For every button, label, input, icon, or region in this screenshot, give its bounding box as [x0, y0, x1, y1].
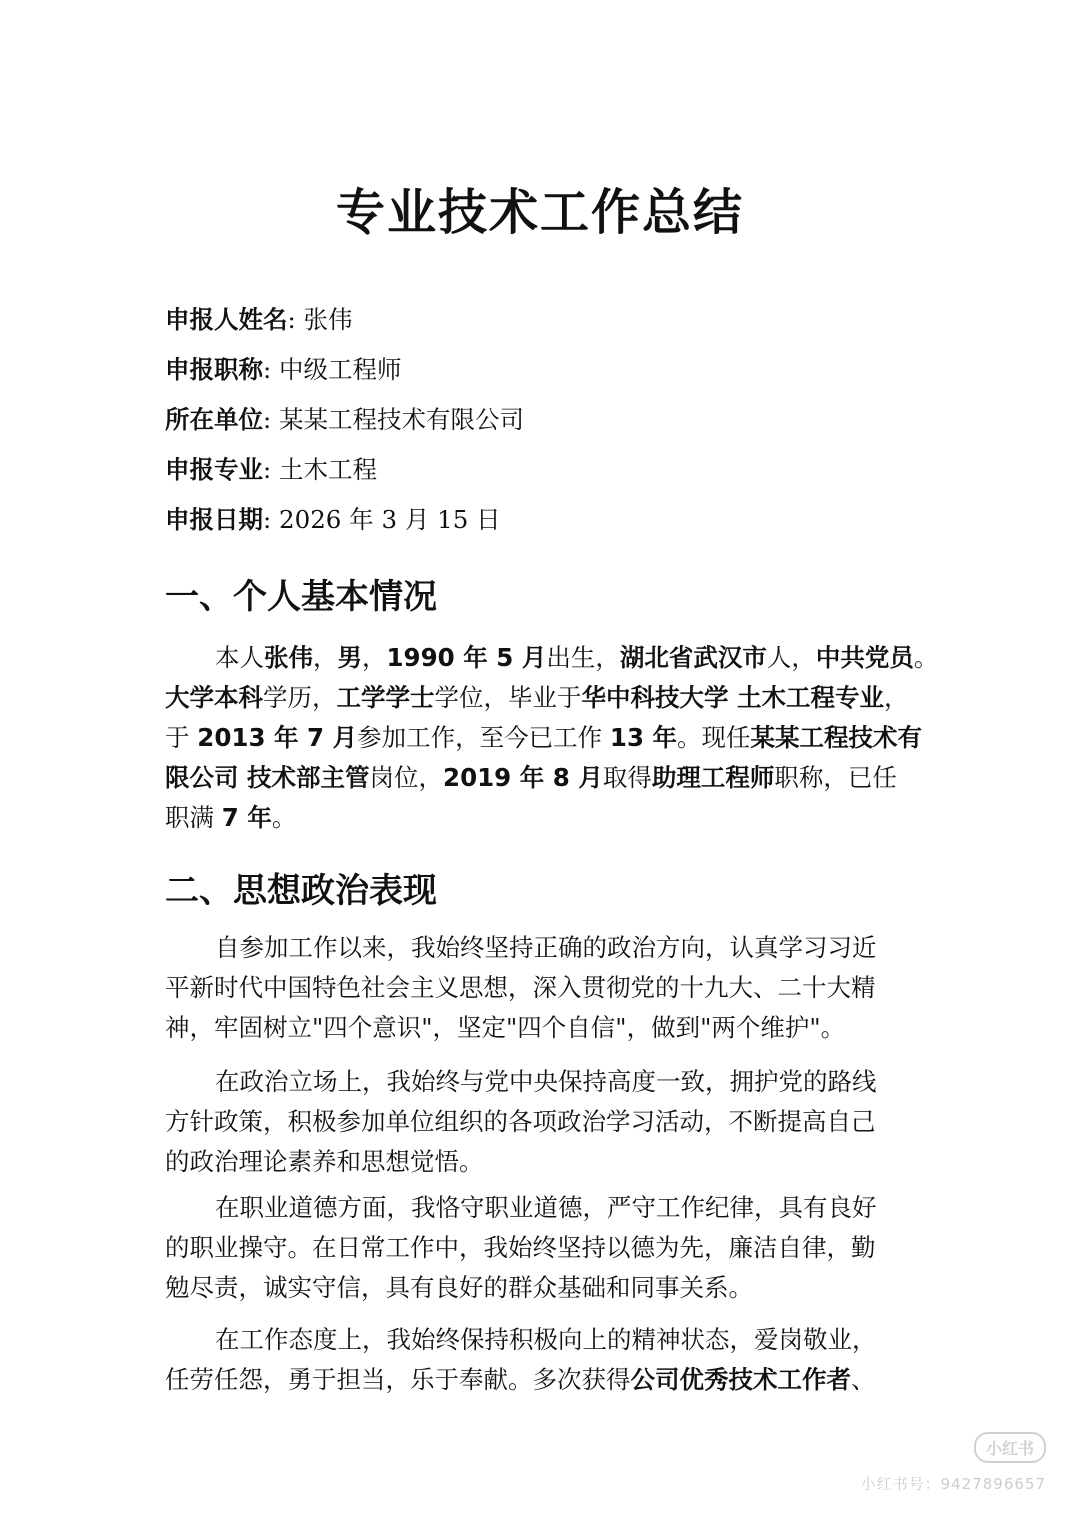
info-label: 所在单位	[165, 405, 263, 434]
bold-text: 2013 年 7 月	[197, 723, 358, 752]
info-separator: :	[263, 355, 280, 384]
text-run: 职称，已任	[774, 763, 897, 792]
info-separator: :	[263, 405, 280, 434]
bold-text: 限公司 技术部主管	[165, 763, 370, 792]
text-run: 。现任	[677, 723, 751, 752]
paragraph-line	[165, 678, 917, 718]
watermark	[861, 1432, 1046, 1494]
info-value: 土木工程	[279, 455, 378, 484]
text-run: 。	[913, 643, 939, 672]
paragraph-line	[165, 1360, 917, 1400]
paragraph-line	[165, 928, 917, 968]
paragraph-line	[165, 1102, 917, 1142]
info-applicant-name	[165, 302, 925, 338]
text-run: 本人	[215, 643, 264, 672]
text-run: 在职业道德方面，我恪守职业道德，严守工作纪律，具有良好	[215, 1193, 877, 1222]
info-specialty	[165, 452, 925, 488]
text-run: 职满	[165, 803, 222, 832]
bold-text: 中共党员	[815, 643, 914, 672]
watermark-logo: 小红书	[974, 1432, 1046, 1463]
bold-text: 助理工程师	[651, 763, 775, 792]
info-label: 申报人姓名	[165, 305, 288, 334]
text-run: 任劳任怨，勇于担当，乐于奉献。多次获得	[165, 1365, 631, 1394]
section2-paragraph-2	[165, 1062, 917, 1182]
text-run: 参加工作，至今已工作	[357, 723, 610, 752]
paragraph-line	[165, 1268, 917, 1308]
section2-paragraph-1	[165, 928, 917, 1048]
bold-text: 13 年	[609, 723, 678, 752]
bold-text: 工学学士	[336, 683, 435, 712]
text-run: 自参加工作以来，我始终坚持正确的政治方向，认真学习习近	[215, 933, 877, 962]
info-value: 2026 年 3 月 15 日	[279, 505, 501, 534]
paragraph-line	[165, 1062, 917, 1102]
text-run: 在政治立场上，我始终与党中央保持高度一致，拥护党的路线	[215, 1067, 877, 1096]
text-run: ，	[362, 643, 387, 672]
text-run: 的政治理论素养和思想觉悟。	[165, 1147, 484, 1176]
section2-paragraph-4	[165, 1320, 917, 1400]
paragraph-line	[165, 1188, 917, 1228]
text-run: 出生，	[546, 643, 620, 672]
bold-text: 2019 年 8 月	[443, 763, 603, 792]
section2-paragraph-3	[165, 1188, 917, 1308]
paragraph-line	[165, 718, 923, 758]
info-date	[165, 502, 925, 538]
info-separator: :	[263, 455, 280, 484]
watermark-text: 小红书号：9427896657	[860, 1475, 1046, 1493]
info-value: 张伟	[303, 305, 353, 334]
text-run: 、	[851, 1365, 876, 1394]
text-run: 学历，	[263, 683, 337, 712]
text-run: 在工作态度上，我始终保持积极向上的精神状态，爱岗敬业，	[215, 1325, 877, 1354]
bold-text: 湖北省武汉市	[619, 643, 767, 672]
section-heading-political: 二、思想政治表现	[165, 871, 437, 911]
paragraph-line	[165, 1320, 917, 1360]
text-run: ，	[884, 683, 909, 712]
text-run: 神，牢固树立"四个意识"，坚定"四个自信"，做到"两个维护"。	[165, 1013, 846, 1042]
paragraph-line	[165, 1228, 917, 1268]
info-separator: :	[287, 305, 304, 334]
document-title: 专业技术工作总结	[335, 184, 744, 241]
section-heading-basic-info: 一、个人基本情况	[165, 577, 437, 617]
info-value: 中级工程师	[279, 355, 402, 384]
info-label: 申报职称	[165, 355, 263, 384]
bold-text: 大学本科	[165, 683, 263, 712]
bold-text: 男	[337, 643, 362, 672]
bold-text: 公司优秀技术工作者	[630, 1365, 851, 1394]
info-separator: :	[263, 505, 280, 534]
text-run: 平新时代中国特色社会主义思想，深入贯彻党的十九大、二十大精	[165, 973, 876, 1002]
bold-text: 7 年	[221, 803, 272, 832]
bold-text: 张伟	[264, 643, 313, 672]
text-run: 于	[165, 723, 198, 752]
paragraph-line	[165, 968, 917, 1008]
text-run: 的职业操守。在日常工作中，我始终坚持以德为先，廉洁自律，勤	[165, 1233, 876, 1262]
text-run: 取得	[602, 763, 652, 792]
info-label: 申报日期	[165, 505, 263, 534]
paragraph-line	[165, 798, 917, 838]
paragraph-line	[165, 1142, 917, 1182]
paragraph-line	[165, 638, 939, 678]
bold-text: 华中科技大学 土木工程专业	[581, 683, 885, 712]
paragraph-line	[165, 1008, 917, 1048]
paragraph-line	[165, 758, 917, 798]
text-run: ，	[313, 643, 338, 672]
text-run: 学位，毕业于	[434, 683, 582, 712]
info-value: 某某工程技术有限公司	[279, 405, 525, 434]
text-run: 。	[271, 803, 297, 832]
text-run: 方针政策，积极参加单位组织的各项政治学习活动，不断提高自己	[165, 1107, 876, 1136]
info-title-applied	[165, 352, 925, 388]
text-run: 人，	[766, 643, 816, 672]
bold-text: 某某工程技术有	[750, 723, 923, 752]
text-run: 勉尽责，诚实守信，具有良好的群众基础和同事关系。	[165, 1273, 753, 1302]
section1-paragraph	[165, 638, 939, 838]
info-label: 申报专业	[165, 455, 263, 484]
text-run: 岗位，	[369, 763, 444, 792]
info-employer	[165, 402, 925, 438]
bold-text: 1990 年 5 月	[386, 643, 547, 672]
